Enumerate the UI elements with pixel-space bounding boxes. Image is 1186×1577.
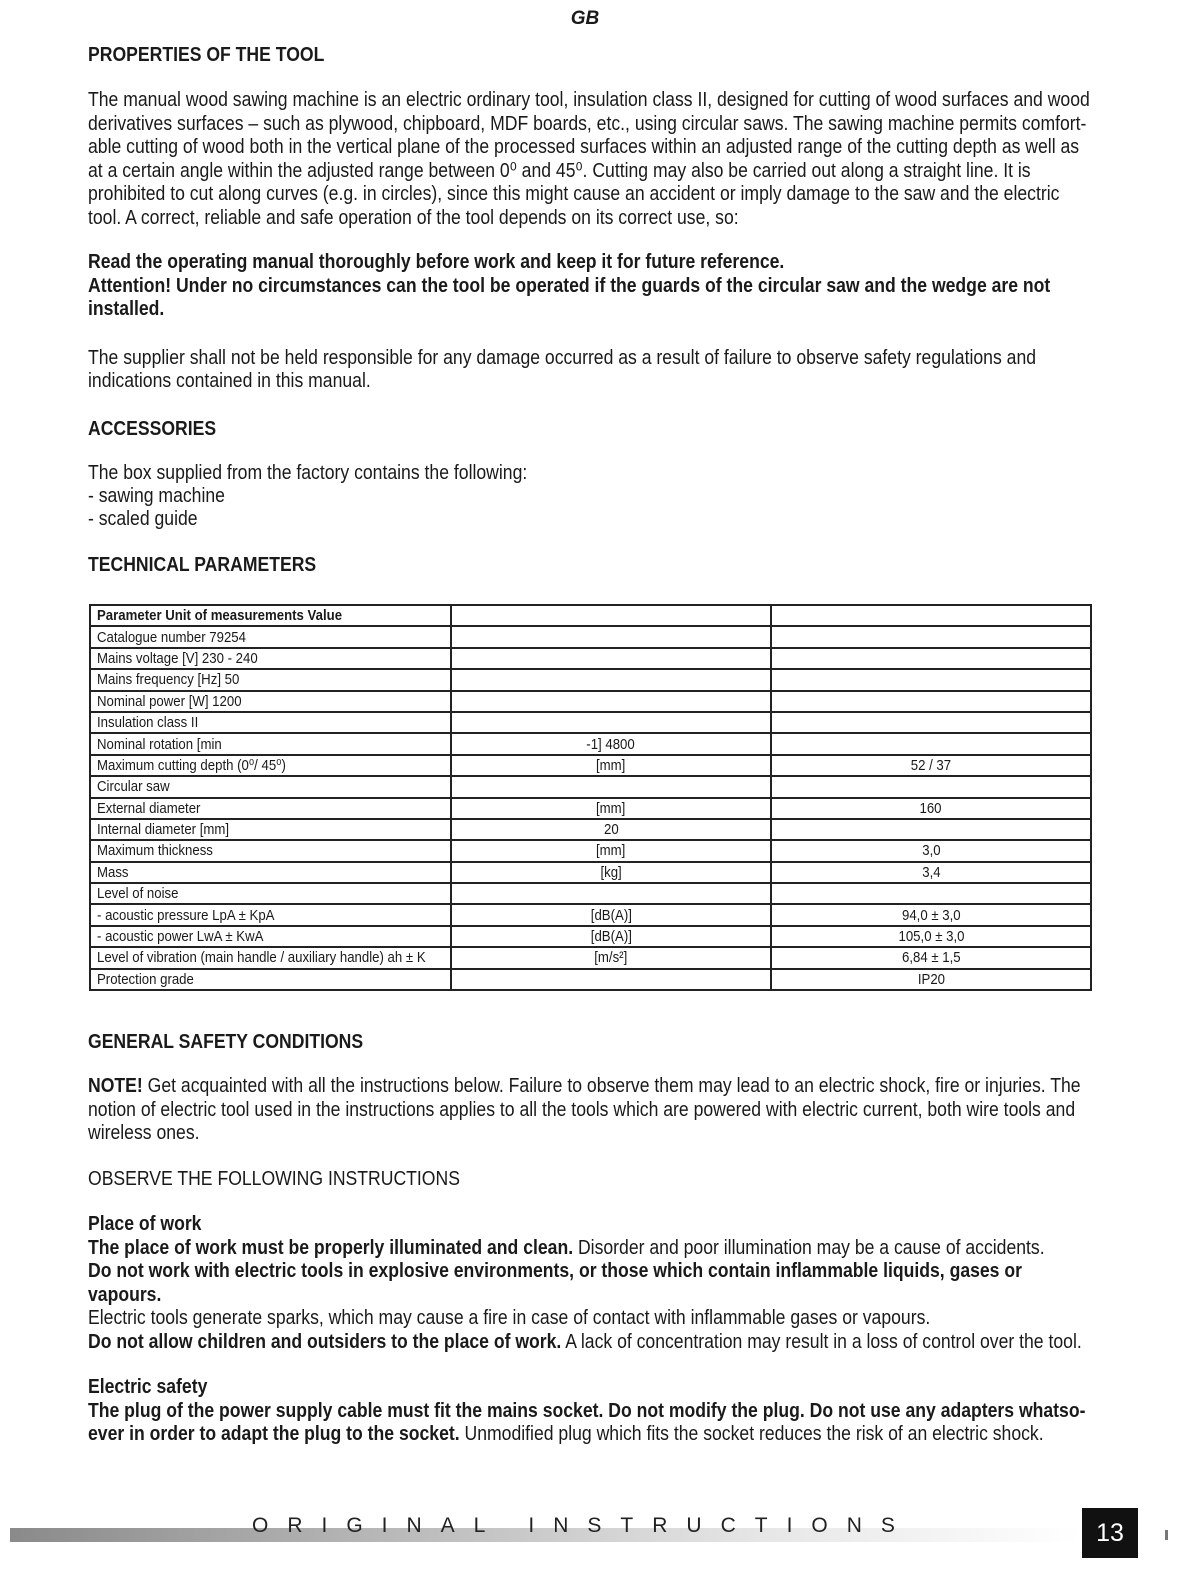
table-cell: 6,84 ± 1,5	[771, 947, 1091, 968]
table-cell: Circular saw	[90, 776, 451, 797]
table-cell	[771, 605, 1091, 626]
table-cell: 3,0	[771, 840, 1091, 861]
table-cell: 105,0 ± 3,0	[771, 926, 1091, 947]
table-cell	[771, 733, 1091, 754]
table-cell	[451, 691, 771, 712]
electric-rule-1	[88, 1400, 1091, 1447]
technical-heading: TECHNICAL PARAMETERS	[88, 554, 317, 576]
table-cell	[451, 648, 771, 669]
table-cell	[451, 776, 771, 797]
place-rule-1	[88, 1237, 1091, 1261]
table-row	[90, 626, 1091, 647]
table-cell: [m/s²]	[451, 947, 771, 968]
table-cell: Internal diameter [mm]	[90, 819, 451, 840]
properties-paragraph: The manual wood sawing machine is an electric ordinary tool, insulation class II, designed for cutting of wood surfaces and wood derivatives surfaces – such as plywood, chipboard, MDF boards, etc., using circular saws. The sawing machine permits comfortable cutting of wood both in the vertical plane of the processed surfaces within an adjusted range of the cutting depth as well as at a certain angle within the adjusted range between 0⁰ and 45⁰. Cutting may also be carried out along a straight line. It is prohibited to cut along curves (e.g. in circles), since this might cause an accident or imply damage to the saw and the electric tool. A correct, reliable and safe operation of the tool depends on its correct use, so:	[88, 89, 1090, 229]
table-cell: Protection grade	[90, 969, 451, 990]
table-cell: 20	[451, 819, 771, 840]
table-cell	[771, 691, 1091, 712]
table-cell	[451, 605, 771, 626]
table-cell: [kg]	[451, 862, 771, 883]
table-row	[90, 755, 1091, 776]
supplier-disclaimer: The supplier shall not be held responsible for any damage occurred as a result of failure to observe safety regulations and indications contained in this manual.	[88, 346, 1037, 392]
footer-original-instructions: ORIGINAL INSTRUCTIONS	[252, 1514, 914, 1537]
table-cell: 52 / 37	[771, 755, 1091, 776]
table-cell: [mm]	[451, 840, 771, 861]
table-row	[90, 733, 1091, 754]
table-cell	[451, 883, 771, 904]
table-cell: - acoustic pressure LpA ± KpA	[90, 904, 451, 925]
table-cell: 160	[771, 798, 1091, 819]
table-cell: Level of vibration (main handle / auxiliary handle) ah ± K	[90, 947, 451, 968]
table-row	[90, 776, 1091, 797]
table-cell: [mm]	[451, 798, 771, 819]
table-cell: External diameter	[90, 798, 451, 819]
table-cell	[451, 669, 771, 690]
table-cell: Nominal power [W] 1200	[90, 691, 451, 712]
table-cell: [dB(A)]	[451, 926, 771, 947]
table-cell: Maximum thickness	[90, 840, 451, 861]
table-cell: Mains voltage [V] 230 - 240	[90, 648, 451, 669]
table-row	[90, 904, 1091, 925]
table-cell	[771, 819, 1091, 840]
table-cell	[771, 669, 1091, 690]
table-row	[90, 969, 1091, 990]
note-label: NOTE!	[88, 1075, 143, 1098]
page-number: 13	[1082, 1508, 1138, 1558]
table-cell: Insulation class II	[90, 712, 451, 733]
page-text	[88, 42, 1091, 578]
place-of-work-heading: Place of work	[88, 1213, 202, 1236]
table-cell: - acoustic power LwA ± KwA	[90, 926, 451, 947]
electric-rule-1-text: Unmodified plug which fits the socket reduces the risk of an electric shock.	[459, 1423, 1044, 1446]
table-cell: Maximum cutting depth (0⁰/ 45⁰)	[90, 755, 451, 776]
accessories-heading: ACCESSORIES	[88, 417, 217, 440]
table-row	[90, 883, 1091, 904]
place-rule-2-bold: Do not work with electric tools in explosive environments, or those which contain inflammable liquids, gases or vapours.	[88, 1260, 1022, 1306]
safety-heading: GENERAL SAFETY CONDITIONS	[88, 1031, 364, 1054]
page-content	[88, 42, 1091, 1447]
place-rule-3	[88, 1331, 1091, 1355]
place-rule-1-text: Disorder and poor illumination may be a cause of accidents.	[573, 1236, 1045, 1259]
electric-rule-1-bold: The plug of the power supply cable must fit the mains socket. Do not modify the plug. Do not use any adapters whatsoever in order to adapt the plug to the socket.	[88, 1399, 1086, 1446]
table-cell: Mains frequency [Hz] 50	[90, 669, 451, 690]
table-header-row	[90, 605, 1091, 626]
language-code: GB	[570, 8, 600, 29]
place-rule-2-text: Electric tools generate sparks, which may cause a fire in case of contact with inflammable gases or vapours.	[88, 1307, 931, 1330]
table-cell	[771, 626, 1091, 647]
table-cell: [mm]	[451, 755, 771, 776]
table-cell: 94,0 ± 3,0	[771, 904, 1091, 925]
table-row	[90, 926, 1091, 947]
table-cell: 3,4	[771, 862, 1091, 883]
table-row	[90, 691, 1091, 712]
table-cell	[451, 712, 771, 733]
table-cell	[771, 776, 1091, 797]
place-rule-3-bold: Do not allow children and outsiders to the place of work.	[88, 1330, 562, 1353]
place-rule-1-bold: The place of work must be properly illuminated and clean.	[88, 1236, 574, 1259]
table-cell: Parameter Unit of measurements Value	[90, 605, 451, 626]
table-cell	[451, 969, 771, 990]
table-cell: Nominal rotation [min	[90, 733, 451, 754]
table-row	[90, 819, 1091, 840]
table-cell	[451, 626, 771, 647]
table-cell: Catalogue number 79254	[90, 626, 451, 647]
observe-instructions: OBSERVE THE FOLLOWING INSTRUCTIONS	[88, 1167, 460, 1190]
safety-note	[88, 1075, 1091, 1146]
table-row	[90, 712, 1091, 733]
table-cell	[771, 648, 1091, 669]
accessory-item: - sawing machine	[88, 485, 225, 507]
table-cell: Level of noise	[90, 883, 451, 904]
table-row	[90, 669, 1091, 690]
electric-safety-heading: Electric safety	[88, 1376, 208, 1399]
attention-notice: Attention! Under no circumstances can the tool be operated if the guards of the circular saw and the wedge are not installed.	[88, 274, 1051, 320]
table-row	[90, 862, 1091, 883]
table-row	[90, 798, 1091, 819]
page-edge-mark	[1165, 1530, 1168, 1540]
table-cell	[771, 712, 1091, 733]
table-row	[90, 648, 1091, 669]
note-text: Get acquainted with all the instructions below. Failure to observe them may lead to an electric shock, fire or injuries. The notion of electric tool used in the instructions applies to all the tools which are powered with electric current, both wire tools and wireless ones.	[88, 1075, 1081, 1145]
read-manual-notice: Read the operating manual thoroughly before work and keep it for future reference.	[88, 251, 785, 273]
table-cell	[771, 883, 1091, 904]
page-text-lower	[88, 991, 1091, 1447]
table-cell: -1] 4800	[451, 733, 771, 754]
table-cell: [dB(A)]	[451, 904, 771, 925]
properties-heading: PROPERTIES OF THE TOOL	[88, 44, 325, 66]
table-cell: Mass	[90, 862, 451, 883]
accessories-intro: The box supplied from the factory contains the following:	[88, 461, 528, 484]
table-cell: IP20	[771, 969, 1091, 990]
technical-parameters-table	[89, 604, 1092, 991]
table-row	[90, 840, 1091, 861]
accessory-item: - scaled guide	[88, 508, 198, 530]
table-row	[90, 947, 1091, 968]
place-rule-3-text: A lack of concentration may result in a loss of control over the tool.	[561, 1330, 1082, 1353]
